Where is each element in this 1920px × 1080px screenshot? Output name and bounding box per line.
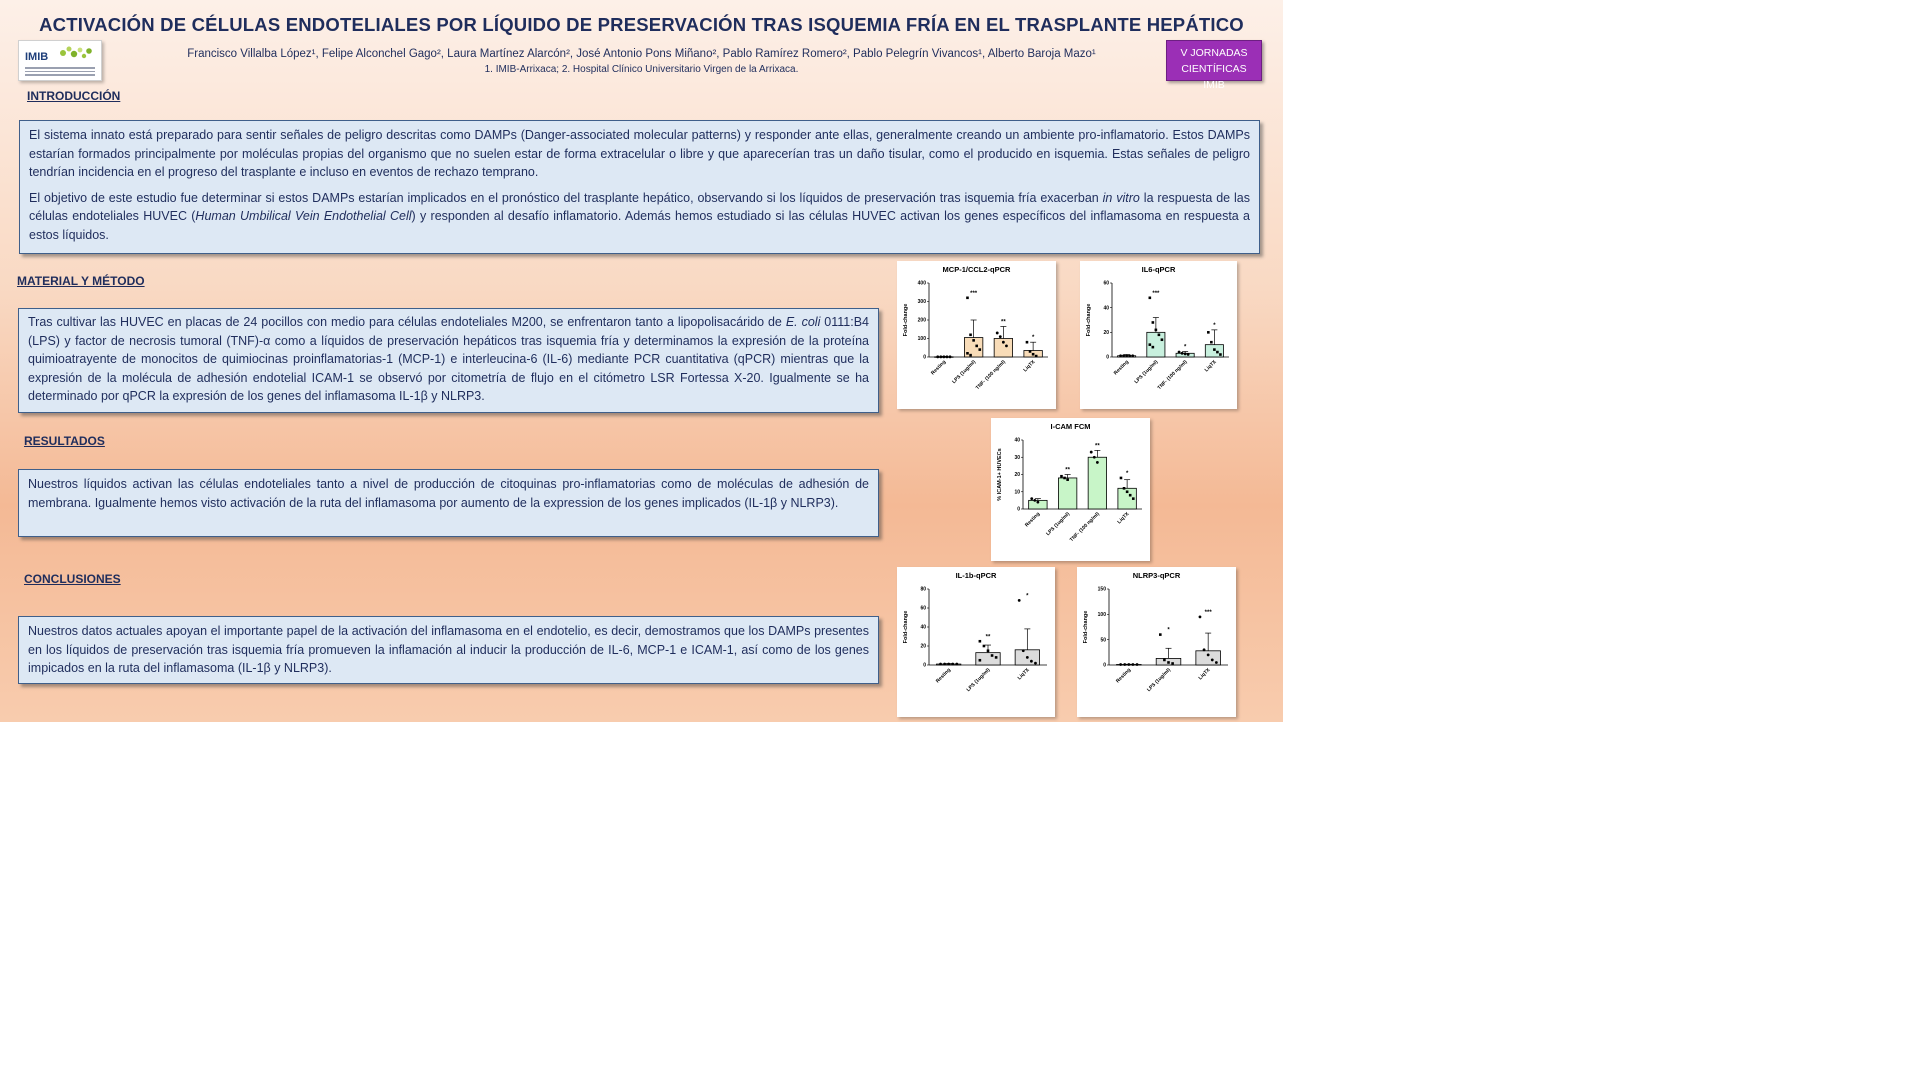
x-tick-label: TNF- (100 ng/ml): [1156, 359, 1189, 392]
data-point: [1002, 341, 1005, 344]
significance-label: ***: [1152, 290, 1160, 297]
data-point: [996, 332, 999, 335]
poster-title: ACTIVACIÓN DE CÉLULAS ENDOTELIALES POR LÍQUIDO DE PRESERVACIÓN TRAS ISQUEMIA FRÍA EN EL TRASPLANTE HEPÁTICO: [39, 14, 1244, 35]
data-point: [939, 355, 942, 358]
data-point: [1034, 662, 1037, 665]
data-point: [1125, 354, 1128, 357]
y-axis-label: % ICAM-1+ HUVECs: [997, 448, 1003, 501]
data-point: [1178, 351, 1181, 354]
data-point: [1063, 477, 1066, 480]
data-point: [1184, 353, 1187, 356]
significance-label: *: [1026, 593, 1029, 600]
x-tick-label: LiqTX: [1022, 359, 1037, 374]
significance-label: *: [1213, 322, 1216, 329]
data-point: [1167, 661, 1170, 664]
chart-svg: [897, 261, 1056, 409]
bar: [976, 653, 1000, 665]
y-tick-label: 20: [1103, 330, 1109, 337]
y-tick-label: 40: [1014, 437, 1020, 444]
chart-svg: [1077, 567, 1236, 717]
data-point: [1131, 354, 1134, 357]
x-tick-label: LPS (1ug/ml): [1146, 667, 1172, 694]
data-point: [972, 339, 975, 342]
x-tick-label: Resting: [1024, 511, 1042, 529]
y-tick-label: 0: [1017, 506, 1020, 513]
x-tick-label: LiqTX: [1203, 359, 1218, 374]
y-tick-label: 300: [917, 299, 926, 306]
data-point: [1213, 348, 1216, 351]
y-tick-label: 40: [920, 624, 926, 631]
data-point: [979, 640, 982, 643]
data-point: [966, 297, 969, 300]
x-tick-label: Resting: [930, 359, 948, 377]
significance-label: ***: [1204, 609, 1212, 616]
intro-box: [19, 120, 1260, 254]
y-tick-label: 0: [923, 354, 926, 361]
chart-title: IL-1b-qPCR: [955, 571, 997, 580]
x-tick-label: LiqTX: [1197, 667, 1212, 682]
data-point: [1132, 497, 1135, 500]
data-point: [951, 663, 954, 666]
data-point: [1181, 352, 1184, 355]
significance-label: **: [1065, 467, 1070, 474]
x-tick-label: Resting: [1115, 667, 1133, 685]
data-point: [1215, 661, 1218, 664]
y-axis-label: Fold-change: [1083, 610, 1089, 644]
data-point: [1122, 354, 1125, 357]
results-box: [18, 469, 879, 537]
x-tick-label: Resting: [934, 667, 953, 685]
conclusions-heading: CONCLUSIONES: [24, 572, 121, 586]
data-point: [947, 663, 950, 666]
chart-svg: [991, 418, 1150, 561]
data-point: [1090, 451, 1093, 454]
data-point: [1026, 341, 1029, 344]
y-tick-label: 30: [1014, 454, 1020, 461]
x-tick-label: LPS (1ug/ml): [1133, 359, 1160, 386]
data-point: [1210, 341, 1213, 344]
significance-label: ***: [970, 290, 978, 297]
data-point: [1161, 338, 1164, 341]
data-point: [975, 345, 978, 348]
data-point: [987, 649, 990, 652]
data-point: [969, 354, 972, 357]
significance-label: *: [1167, 627, 1170, 634]
chart-title: MCP-1/CCL2-qPCR: [942, 265, 1011, 274]
data-point: [1119, 663, 1122, 666]
data-point: [949, 355, 952, 358]
data-point: [1199, 615, 1202, 618]
event-badge: [1166, 40, 1262, 91]
x-tick-label: TNF- (100 ng/ml): [1068, 511, 1101, 544]
logo-text: IMIB: [25, 51, 49, 63]
data-point: [1207, 653, 1210, 656]
data-point: [943, 663, 946, 666]
chart-nlrp3: [1077, 567, 1236, 717]
chart-icam: [991, 418, 1150, 561]
y-tick-label: 20: [920, 643, 926, 650]
data-point: [1060, 475, 1063, 478]
data-point: [1219, 353, 1222, 356]
chart-il1b: [897, 567, 1055, 717]
chart-il6: [1080, 261, 1237, 409]
significance-label: **: [1001, 319, 1006, 326]
bar: [1088, 457, 1106, 509]
chart-svg: [897, 567, 1055, 717]
methods-box: [18, 308, 879, 413]
y-tick-label: 0: [1103, 662, 1106, 669]
data-point: [946, 355, 949, 358]
intro-paragraph-2: El objetivo de este estudio fue determinar si estos DAMPs estarían implicados en el pronóstico del trasplante hepático, observando si los líquidos de preservación tras isquemia fría exacerban in vitro la respuesta de las células endoteliales HUVEC (Human Umbilical Vein Endothelial Cell) y responden al desafío inflamatorio. Además hemos estudiado si las células HUVEC activan los genes específicos del inflamasoma en respuesta a estos líquidos.: [29, 190, 1250, 242]
significance-label: *: [1183, 344, 1187, 351]
conclusions-box: [18, 616, 879, 684]
data-point: [966, 352, 969, 355]
y-tick-label: 100: [917, 336, 926, 343]
significance-label: *: [1031, 335, 1035, 342]
y-tick-label: 40: [1103, 305, 1109, 312]
data-point: [1127, 663, 1130, 666]
data-point: [1159, 633, 1162, 636]
x-tick-label: LiqTX: [1016, 667, 1031, 682]
data-point: [1005, 345, 1008, 348]
data-point: [1203, 648, 1206, 651]
data-point: [1163, 659, 1166, 662]
methods-heading: MATERIAL Y MÉTODO: [17, 274, 145, 288]
data-point: [999, 335, 1002, 338]
y-tick-label: 0: [1106, 354, 1109, 361]
y-tick-label: 100: [1097, 612, 1106, 619]
data-point: [1119, 354, 1122, 357]
data-point: [969, 334, 972, 337]
data-point: [1033, 499, 1036, 502]
data-point: [1093, 456, 1096, 459]
data-point: [1158, 334, 1161, 337]
methods-paragraph: Tras cultivar las HUVEC en placas de 24 pocillos con medio para células endoteliales M200, se enfrentaron tanto a lipopolisacárido de E. coli 0111:B4 (LPS) y factor de necrosis tumoral (TNF)-α como a líquidos de preservación hepáticos tras isquemia fría y determinamos la expresión de la proteína quimioatrayente de monocitos de quimiocinas proinflamatorias-1 (MCP-1) e interleucina-6 (IL-6) mediante PCR cuantitativa (qPCR) mientras que la expresión de la molécula de adhesión endotelial ICAM-1 se observó por citometría de flujo en el citómetro LSR Fortessa X-20. Igualmente se ha determinado por qPCR la expresión de los genes del inflamasoma IL-1β y NLRP3.: [28, 315, 870, 403]
data-point: [1123, 487, 1126, 490]
significance-label: *: [1125, 470, 1129, 477]
x-tick-label: LPS (1ug/ml): [951, 359, 978, 386]
data-point: [1152, 346, 1155, 349]
data-point: [1126, 490, 1129, 493]
data-point: [1129, 494, 1132, 497]
conclusions-paragraph: Nuestros datos actuales apoyan el importante papel de la activación del inflamasoma en el endotelio, es decir, demostramos que los DAMPs presentes en los líquidos de preservación tras isquemia fría promueven la inflamación al inducir la producción de IL-6, MCP-1 e ICAM-1, así como de los genes impicados en la ruta del inflamasoma (IL-1β y NLRP3).: [28, 624, 869, 675]
badge-line-1: V JORNADAS CIENTÍFICAS: [1180, 47, 1248, 75]
data-point: [1030, 497, 1033, 500]
data-point: [1032, 353, 1035, 356]
y-tick-label: 0: [923, 662, 926, 669]
y-axis-label: Fold-change: [903, 610, 909, 644]
chart-svg: [1080, 261, 1237, 409]
data-point: [1207, 331, 1210, 334]
author-list: Francisco Villalba López¹, Felipe Alconchel Gago², Laura Martínez Alarcón², José Antonio Pons Miñano², Pablo Ramírez Romero², Pablo Pelegrín Vivancos¹, Alberto Baroja Mazo¹: [187, 48, 1096, 60]
intro-paragraph-1: El sistema innato está preparado para sentir señales de peligro descritas como DAMPs (Danger-associated molecular patterns) y responder ante ellas, generalmente creando un ambiente pro-inflamatorio. Estos DAMPs estarían formados principalmente por moléculas propias del organismo que no suelen estar de forma extracelular o libre y que aparecerían tras un daño tisular, como el producido en isquemia. Estas señales de peligro tendrían incidencia en el progreso del trasplante e incluso en eventos de rechazo temprano.: [29, 128, 1250, 179]
data-point: [1128, 354, 1131, 357]
y-tick-label: 60: [920, 605, 926, 612]
y-tick-label: 400: [917, 280, 926, 287]
data-point: [936, 355, 939, 358]
bar: [1058, 478, 1076, 509]
chart-title: IL6-qPCR: [1141, 265, 1176, 274]
data-point: [1018, 599, 1021, 602]
data-point: [942, 355, 945, 358]
data-point: [979, 659, 982, 662]
data-point: [1216, 351, 1219, 354]
significance-label: **: [985, 634, 991, 641]
data-point: [1066, 478, 1069, 481]
y-tick-label: 60: [1103, 280, 1109, 287]
intro-heading: INTRODUCCIÓN: [27, 89, 121, 103]
y-tick-label: 200: [917, 317, 926, 324]
data-point: [1149, 297, 1152, 300]
data-point: [1187, 353, 1190, 356]
y-tick-label: 20: [1014, 472, 1020, 479]
results-heading: RESULTADOS: [24, 434, 105, 448]
data-point: [939, 663, 942, 666]
data-point: [1036, 501, 1039, 504]
significance-label: **: [1095, 443, 1100, 450]
data-point: [1029, 350, 1032, 353]
y-tick-label: 50: [1100, 637, 1106, 644]
chart-title: NLRP3-qPCR: [1132, 571, 1181, 580]
data-point: [1035, 355, 1038, 358]
data-point: [1132, 663, 1135, 666]
data-point: [1211, 659, 1214, 662]
data-point: [995, 656, 998, 659]
chart-title: I-CAM FCM: [1050, 422, 1091, 431]
y-axis-label: Fold-change: [903, 303, 909, 337]
data-point: [978, 348, 981, 351]
data-point: [1152, 321, 1155, 324]
x-tick-label: LPS (1ug/ml): [1045, 511, 1072, 538]
x-tick-label: LiqTX: [1116, 511, 1131, 526]
data-point: [1149, 343, 1152, 346]
y-tick-label: 10: [1014, 489, 1020, 496]
data-point: [1030, 660, 1033, 663]
chart-mcp1: [897, 261, 1056, 409]
x-tick-label: TNF- (100 ng/ml): [974, 359, 1007, 392]
data-point: [1171, 662, 1174, 665]
data-point: [1123, 663, 1126, 666]
y-tick-label: 80: [920, 586, 926, 593]
data-point: [1120, 477, 1123, 480]
data-point: [983, 645, 986, 648]
data-point: [1022, 649, 1025, 652]
results-paragraph: Nuestros líquidos activan las células endoteliales tanto a nivel de producción de citoquinas pro-inflamatorias como de moléculas de adhesión de membrana. Igualmente hemos visto activación de la ruta del inflamasoma por aumento de la expression de los genes implicados (IL-1β y NLRP3).: [28, 477, 869, 510]
data-point: [991, 654, 994, 657]
data-point: [955, 663, 958, 666]
data-point: [1136, 663, 1139, 666]
data-point: [1096, 461, 1099, 464]
y-axis-label: Fold-change: [1086, 303, 1092, 337]
data-point: [1155, 329, 1158, 332]
affiliations: 1. IMIB-Arrixaca; 2. Hospital Clínico Universitario Virgen de la Arrixaca.: [484, 64, 799, 75]
y-tick-label: 150: [1097, 586, 1106, 593]
poster: [0, 0, 1283, 722]
x-tick-label: LPS (1ug/ml): [965, 667, 992, 694]
x-tick-label: Resting: [1112, 359, 1131, 377]
data-point: [1026, 656, 1029, 659]
badge-line-2: IMIB: [1203, 79, 1225, 91]
